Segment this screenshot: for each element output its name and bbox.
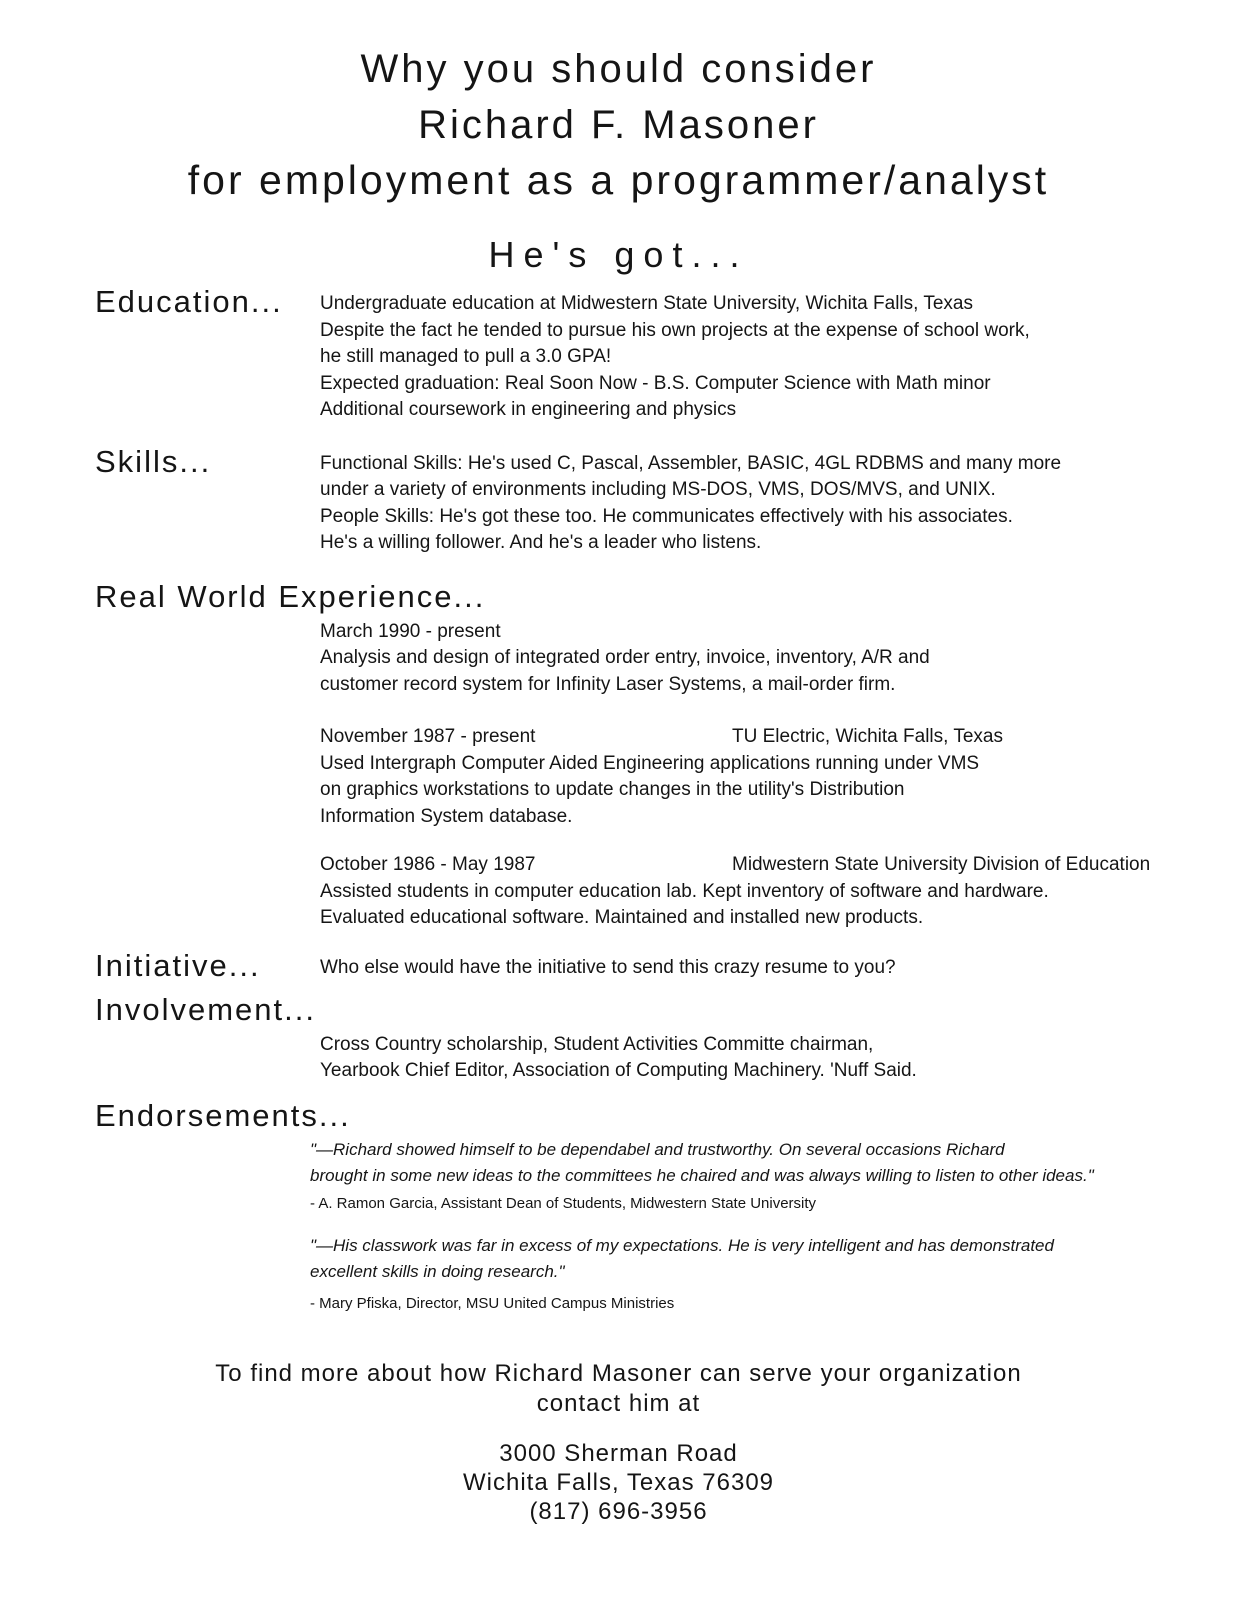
subtitle: He's got... bbox=[488, 234, 749, 275]
education-line: Undergraduate education at Midwestern State University, Wichita Falls, Texas bbox=[320, 293, 973, 314]
footer-line-2: contact him at bbox=[536, 1389, 701, 1417]
endorsement-attribution-1: - A. Ramon Garcia, Assistant Dean of Students, Midwestern State University bbox=[310, 1194, 817, 1212]
involvement-body bbox=[320, 1032, 1080, 1085]
quote-line: brought in some new ideas to the committees he chaired and was always willing to listen to other ideas." bbox=[310, 1165, 1094, 1185]
job-dates: November 1987 - present bbox=[320, 726, 536, 747]
job-employer: TU Electric, Wichita Falls, Texas bbox=[732, 726, 1003, 747]
endorsement-quote-2 bbox=[310, 1233, 1180, 1285]
education-line: Expected graduation: Real Soon Now - B.S. Computer Science with Math minor bbox=[320, 372, 991, 394]
experience-job-1 bbox=[320, 619, 1170, 699]
section-education bbox=[0, 282, 1237, 424]
job-line: customer record system for Infinity Laser Systems, a mail-order firm. bbox=[320, 673, 896, 695]
section-skills bbox=[0, 442, 1237, 557]
job-line: on graphics workstations to update changes in the utility's Distribution bbox=[320, 779, 905, 800]
job-dates-row bbox=[320, 852, 1170, 879]
address-city: Wichita Falls, Texas 76309 bbox=[462, 1468, 775, 1496]
title-block bbox=[0, 0, 1237, 278]
education-line: he still managed to pull a 3.0 GPA! bbox=[320, 346, 612, 367]
education-heading: Education... bbox=[95, 284, 283, 319]
job-line: Information System database. bbox=[320, 805, 573, 827]
skills-line: under a variety of environments including MS-DOS, VMS, DOS/MVS, and UNIX. bbox=[320, 479, 996, 500]
job-line: Assisted students in computer education lab. Kept inventory of software and hardware. bbox=[320, 880, 1049, 902]
job-dates: March 1990 - present bbox=[320, 620, 501, 642]
involvement-line: Cross Country scholarship, Student Activities Committe chairman, bbox=[320, 1033, 874, 1055]
education-body bbox=[320, 282, 1030, 424]
skills-heading: Skills... bbox=[95, 443, 212, 479]
initiative-body: Who else would have the initiative to send this crazy resume to you? bbox=[320, 956, 896, 978]
job-employer: Midwestern State University Division of Education bbox=[732, 854, 1151, 875]
job-line: Used Intergraph Computer Aided Engineering applications running under VMS bbox=[320, 752, 980, 774]
involvement-line: Yearbook Chief Editor, Association of Computing Machinery. 'Nuff Said. bbox=[320, 1060, 917, 1081]
experience-job-2 bbox=[320, 724, 1170, 830]
experience-heading: Real World Experience... bbox=[95, 578, 486, 614]
phone-number: (817) 696-3956 bbox=[529, 1497, 708, 1525]
education-line: Despite the fact he tended to pursue his own projects at the expense of school work, bbox=[320, 319, 1030, 341]
endorsements-heading: Endorsements... bbox=[95, 1097, 351, 1133]
quote-line: excellent skills in doing research." bbox=[310, 1261, 565, 1281]
quote-line: "—Richard showed himself to be dependabel and trustworthy. On several occasions Richard bbox=[310, 1139, 1005, 1159]
job-dates-row bbox=[320, 619, 1170, 646]
job-dates-row bbox=[320, 724, 1170, 751]
skills-line: People Skills: He's got these too. He communicates effectively with his associates. bbox=[320, 505, 1013, 527]
footer-line-1: To find more about how Richard Masoner can serve your organization bbox=[215, 1359, 1022, 1387]
job-line: Evaluated educational software. Maintained and installed new products. bbox=[320, 907, 924, 928]
footer-contact bbox=[0, 1359, 1237, 1419]
skills-body bbox=[320, 442, 1061, 557]
address-street: 3000 Sherman Road bbox=[499, 1439, 738, 1467]
section-initiative bbox=[0, 946, 1237, 986]
skills-line: Functional Skills: He's used C, Pascal, Assembler, BASIC, 4GL RDBMS and many more bbox=[320, 452, 1062, 474]
skills-line: He's a willing follower. And he's a leader who listens. bbox=[320, 532, 762, 553]
title-line-3: for employment as a programmer/analyst bbox=[187, 157, 1050, 203]
quote-line: "—His classwork was far in excess of my expectations. He is very intelligent and has demonstrated bbox=[310, 1235, 1054, 1255]
title-line-1: Why you should consider bbox=[360, 47, 877, 91]
initiative-heading: Initiative... bbox=[95, 947, 261, 983]
education-line: Additional coursework in engineering and physics bbox=[320, 399, 737, 420]
title-line-2: Richard F. Masoner bbox=[418, 103, 819, 147]
endorsement-quote-1 bbox=[310, 1137, 1180, 1189]
job-dates: October 1986 - May 1987 bbox=[320, 854, 536, 875]
address-block bbox=[0, 1439, 1237, 1526]
involvement-heading: Involvement... bbox=[95, 991, 316, 1027]
endorsement-attribution-2: - Mary Pfiska, Director, MSU United Campus Ministries bbox=[310, 1294, 675, 1312]
experience-job-3 bbox=[320, 852, 1170, 932]
job-line: Analysis and design of integrated order entry, invoice, inventory, A/R and bbox=[320, 647, 930, 668]
